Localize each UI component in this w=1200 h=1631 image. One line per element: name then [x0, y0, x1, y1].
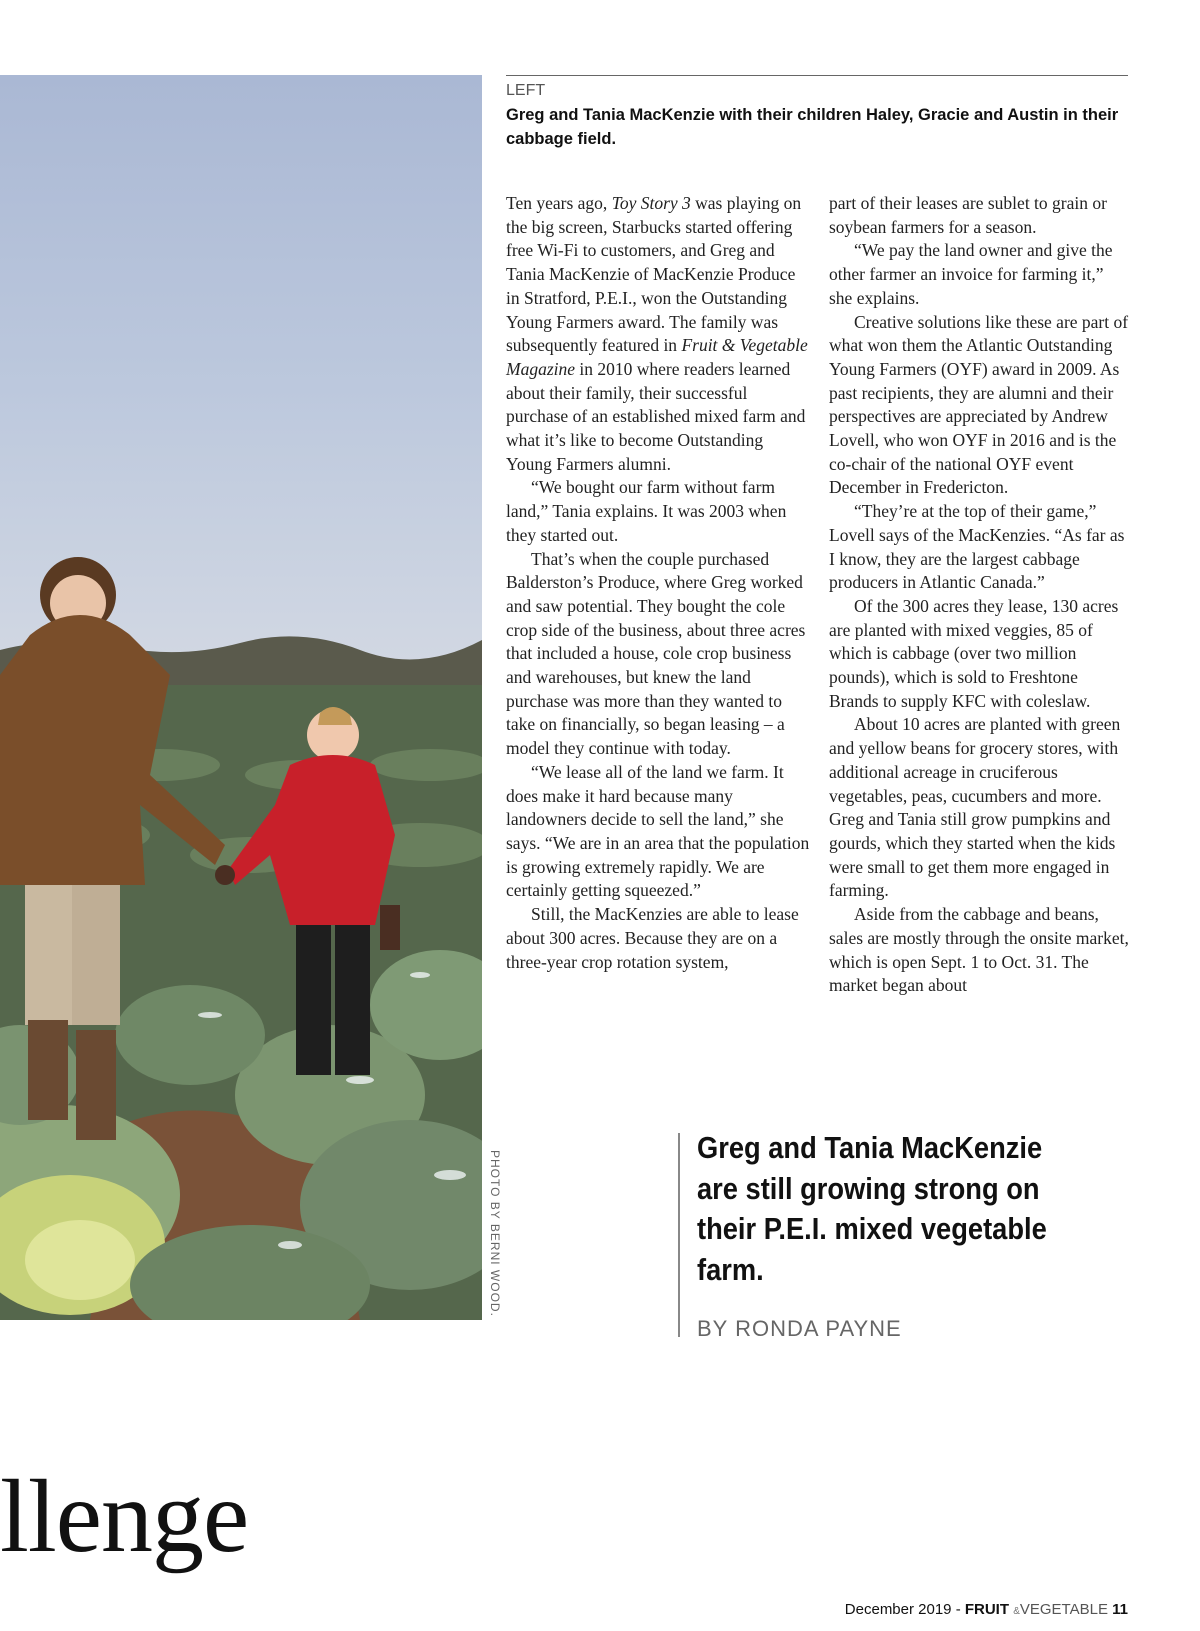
paragraph: Still, the MacKenzies are able to lease about 300 acres. Because they are on a three-year crop rotation system,	[506, 904, 799, 972]
brand-ampersand: &	[1013, 1606, 1020, 1617]
article-column-1	[506, 192, 811, 974]
byline: BY RONDA PAYNE	[697, 1316, 902, 1341]
pull-quote: Greg and Tania MacKenzie are still growing strong on their P.E.I. mixed vegetable farm.	[697, 1130, 1047, 1287]
photo-caption: Greg and Tania MacKenzie with their children Haley, Gracie and Austin in their cabbage field.	[506, 106, 1119, 148]
page-footer	[845, 1601, 1128, 1618]
farm-family-illustration	[0, 75, 482, 1320]
paragraph: Aside from the cabbage and beans, sales are mostly through the onsite market, which is open Sept. 1 to Oct. 31. The market began about	[829, 904, 1129, 996]
paragraph: Creative solutions like these are part of what won them the Atlantic Outstanding Young Farmers (OYF) award in 2009. As past recipients, they are alumni and their perspectives are appreciated by Andrew Lovell, who won OYF in 2016 and is the co-chair of the national OYF event December in Fredericton.	[829, 311, 1129, 498]
paragraph: “We bought our farm without farm land,” Tania explains. It was 2003 when they started out.	[506, 477, 787, 545]
film-title: Toy Story 3	[611, 193, 691, 213]
page-number: 11	[1112, 1601, 1128, 1618]
paragraph: “We pay the land owner and give the other farmer an invoice for farming it,” she explains.	[829, 240, 1113, 308]
brand-vegetable: VEGETABLE	[1019, 1601, 1108, 1618]
paragraph: “They’re at the top of their game,” Lovell says of the MacKenzies. “As far as I know, they are the largest cabbage producers in Atlantic Canada.”	[829, 501, 1125, 593]
paragraph: Ten years ago, Toy Story 3 was playing on the big screen, Starbucks started offering free Wi-Fi to customers, and Greg and Tania MacKenzie of MacKenzie Produce in Stratford, P.E.I., won the Outstanding Young Farmers award. The family was subsequently featured in Fruit & Vegetable Magazine in 2010 where readers learned about their family, their successful purchase of an established mixed farm and what it’s like to become Outstanding Young Farmers alumni.	[506, 193, 808, 474]
paragraph: About 10 acres are planted with green and yellow beans for grocery stores, with additional acreage in cruciferous vegetables, peas, cucumbers and more. Greg and Tania still grow pumpkins and gourds, which they started when the kids were small to get them more engaged in farming.	[829, 714, 1121, 901]
paragraph: Of the 300 acres they lease, 130 acres are planted with mixed veggies, 85 of which is cabbage (over two million pounds), which is sold to Freshtone Brands to supply KFC with coleslaw.	[829, 595, 1119, 711]
headline-fragment: llenge	[0, 1459, 249, 1574]
brand-fruit: FRUIT	[964, 1601, 1010, 1618]
article-column-2	[829, 192, 1129, 998]
photo-credit: PHOTO BY BERNI WOOD.	[488, 1150, 502, 1317]
pull-quote-bar	[678, 1133, 680, 1337]
caption-label: LEFT	[506, 82, 546, 99]
caption-divider	[506, 75, 1128, 76]
magazine-title: Fruit & Vegetable Magazine	[506, 335, 808, 379]
issue-date: December 2019 -	[844, 1601, 965, 1618]
paragraph: part of their leases are sublet to grain or soybean farmers for a season.	[829, 193, 1107, 237]
paragraph: That’s when the couple purchased Balderston’s Produce, where Greg worked and saw potential. They bought the cole crop side of the business, about three acres that included a house, cole crop business and warehouses, but knew the land purchase was more than they wanted to take on financially, so began leasing – a model they continue with today.	[506, 548, 806, 759]
cover-photo	[0, 75, 482, 1320]
paragraph: “We lease all of the land we farm. It does make it hard because many landowners decide to sell the land,” she says. “We are in an area that the population is growing extremely rapidly. We are certainly getting squeezed.”	[506, 761, 810, 901]
